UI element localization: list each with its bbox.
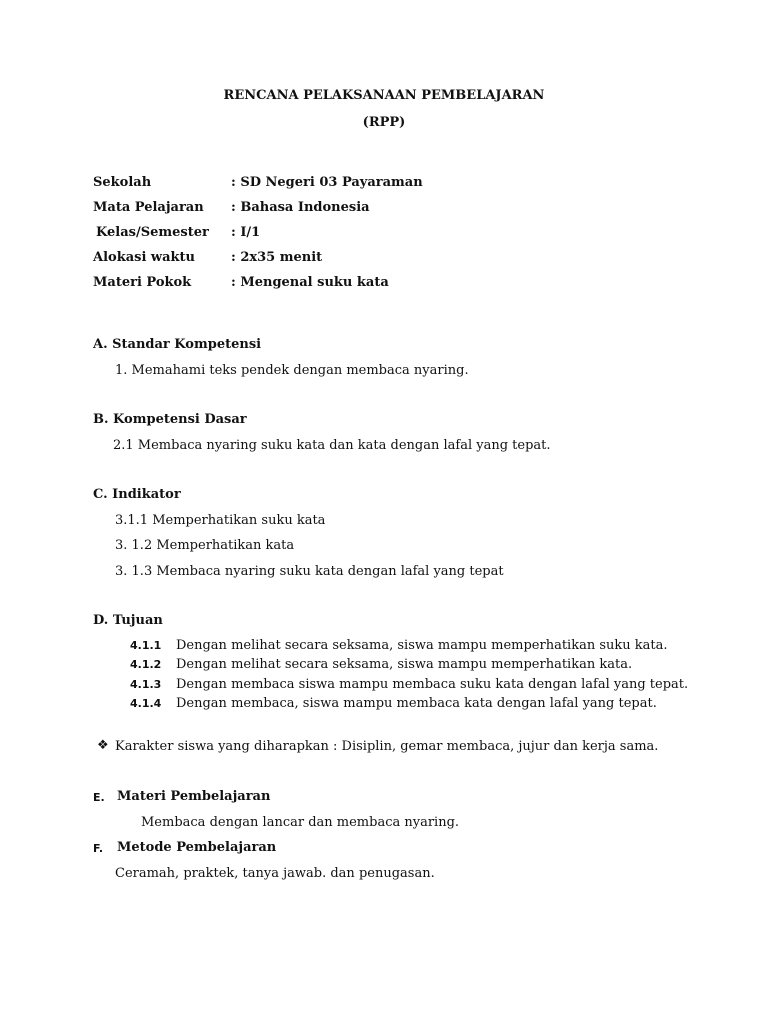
section-e-text: Membaca dengan lancar dan membaca nyaring.: [141, 815, 460, 830]
identity-value: : 2x35 menit: [231, 250, 323, 265]
objective-number: 4.1.3: [130, 678, 162, 691]
objective-text: Dengan melihat secara seksama, siswa mampu memperhatikan suku kata.: [176, 638, 668, 653]
objective-number: 4.1.2: [130, 658, 162, 671]
identity-label: Sekolah: [93, 175, 152, 190]
section-b-heading: B. Kompetensi Dasar: [93, 412, 247, 427]
section-d-heading: D. Tujuan: [93, 613, 163, 628]
identity-value: : Bahasa Indonesia: [231, 200, 370, 215]
section-f-text: Ceramah, praktek, tanya jawab. dan penugasan.: [115, 866, 435, 881]
section-e-heading: Materi Pembelajaran: [117, 789, 271, 804]
objective-number: 4.1.4: [130, 697, 162, 710]
section-e-letter: E.: [93, 791, 105, 804]
document-subtitle: (RPP): [362, 115, 406, 130]
objective-text: Dengan membaca, siswa mampu membaca kata dengan lafal yang tepat.: [176, 696, 657, 711]
karakter-text: Karakter siswa yang diharapkan : Disiplin, gemar membaca, jujur dan kerja sama.: [115, 739, 659, 754]
section-a-heading: A. Standar Kompetensi: [93, 337, 262, 352]
diamond-bullet-icon: ❖: [97, 738, 109, 753]
document-title: RENCANA PELAKSANAAN PEMBELAJARAN: [223, 88, 545, 103]
identity-label: Alokasi waktu: [93, 250, 195, 265]
identity-label: Kelas/Semester: [96, 225, 209, 240]
identity-label: Materi Pokok: [93, 275, 192, 290]
indicator-item: 3. 1.2 Memperhatikan kata: [115, 538, 295, 553]
identity-value: : I/1: [231, 225, 261, 240]
objective-text: Dengan melihat secara seksama, siswa mampu memperhatikan kata.: [176, 657, 633, 672]
identity-label: Mata Pelajaran: [93, 200, 204, 215]
section-b-item: 2.1 Membaca nyaring suku kata dan kata dengan lafal yang tepat.: [113, 438, 551, 453]
indicator-item: 3. 1.3 Membaca nyaring suku kata dengan lafal yang tepat: [115, 564, 504, 579]
section-f-letter: F.: [93, 842, 104, 855]
identity-value: : Mengenal suku kata: [231, 275, 389, 290]
section-f-heading: Metode Pembelajaran: [117, 840, 277, 855]
indicator-item: 3.1.1 Memperhatikan suku kata: [115, 513, 326, 528]
objective-text: Dengan membaca siswa mampu membaca suku kata dengan lafal yang tepat.: [176, 677, 689, 692]
objective-number: 4.1.1: [130, 639, 162, 652]
identity-value: : SD Negeri 03 Payaraman: [231, 175, 423, 190]
section-a-item: 1. Memahami teks pendek dengan membaca nyaring.: [115, 363, 469, 378]
section-c-heading: C. Indikator: [93, 487, 181, 502]
